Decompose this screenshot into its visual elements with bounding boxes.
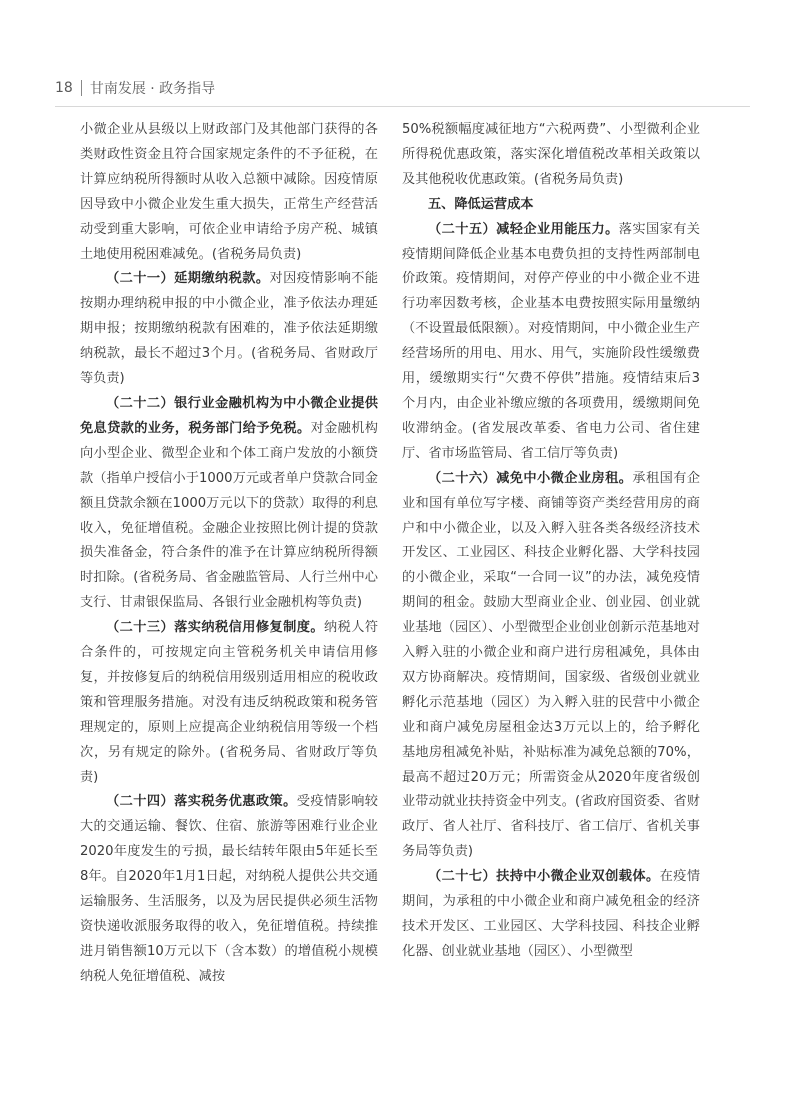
- page-number: 18: [55, 80, 73, 96]
- paragraph: 小微企业从县级以上财政部门及其他部门获得的各类财政性资金且符合国家规定条件的不予征税，在计算应纳税所得额时从收入总额中减除。因疫情原因导致中小微企业发生重大损失，正常生产经营活动受到重大影响，可依企业申请给予房产税、城镇土地使用税困难减免。(省税务局负责): [80, 122, 378, 262]
- paragraph: 50%税额幅度减征地方“六税两费”、小型微利企业所得税优惠政策，落实深化增值税改革相关政策以及其他税收优惠政策。(省税务局负责): [402, 122, 700, 187]
- left-column: [80, 118, 378, 990]
- section-heading: 五、降低运营成本: [428, 196, 534, 212]
- header-divider: [81, 80, 82, 96]
- paragraph: （二十六）减免中小微企业房租。承租国有企业和国有单位写字楼、商铺等资产类经营用房的商户和中小微企业，以及入孵入驻各类各级经济技术开发区、工业园区、科技企业孵化器、大学科技园的小微企业，采取“一合同一议”的办法，减免疫情期间的租金。鼓励大型商业企业、创业园、创业就业基地（园区）、小型微型企业创业创新示范基地对入孵入驻的小微企业和商户进行房租减免，具体由双方协商解决。疫情期间，国家级、省级创业就业孵化示范基地（园区）为入孵入驻的民营中小微企业和商户减免房屋租金达3万元以上的，给予孵化基地房租减免补贴，补贴标准为减免总额的70%，最高不超过20万元；所需资金从2020年度省级创业带动就业扶持资金中列支。(省政府国资委、省财政厅、省人社厅、省科技厅、省工信厅、省机关事务局等负责): [402, 470, 701, 860]
- header-rule: [55, 106, 750, 107]
- publication-title: 甘南发展 · 政务指导: [89, 81, 216, 97]
- paragraph: （二十二）银行业金融机构为中小微企业提供免息贷款的业务，税务部门给予免税。对金融机构向小型企业、微型企业和个体工商户发放的小额贷款（指单户授信小于1000万元或者单户贷款合同金额且贷款余额在1000万元以下的贷款）取得的利息收入，免征增值税。金融企业按照比例计提的贷款损失准备金，符合条件的准予在计算应纳税所得额时扣除。(省税务局、省金融监管局、人行兰州中心支行、甘肃银保监局、各银行业金融机构等负责): [80, 395, 378, 611]
- paragraph: （二十三）落实纳税信用修复制度。纳税人符合条件的，可按规定向主管税务机关申请信用修复，并按修复后的纳税信用级别适用相应的税收政策和管理服务措施。对没有违反纳税政策和税务管理规定的，原则上应提高企业纳税信用等级一个档次，另有规定的除外。(省税务局、省财政厅等负责): [80, 620, 379, 785]
- paragraph: （二十七）扶持中小微企业双创载体。在疫情期间，为承租的中小微企业和商户减免租金的经济技术开发区、工业园区、大学科技园、科技企业孵化器、创业就业基地（园区）、小型微型: [402, 869, 701, 959]
- page-header: [55, 78, 215, 98]
- paragraph: （二十五）减轻企业用能压力。落实国家有关疫情期间降低企业基本电费负担的支持性两部制电价政策。疫情期间，对停产停业的中小微企业不进行功率因数考核，企业基本电费按照实际用量缴纳（不设置最低限额）。对疫情期间，中小微企业生产经营场所的用电、用水、用气，实施阶段性缓缴费用，缓缴期实行“欠费不停供”措施。疫情结束后3个月内，由企业补缴应缴的各项费用，缓缴期间免收滞纳金。(省发展改革委、省电力公司、省住建厅、省市场监管局、省工信厅等负责): [402, 221, 700, 461]
- right-column: [402, 118, 700, 965]
- paragraph: （二十四）落实税务优惠政策。受疫情影响较大的交通运输、餐饮、住宿、旅游等困难行业企业2020年度发生的亏损，最长结转年限由5年延长至8年。自2020年1月1日起，对纳税人提供公共交通运输服务、生活服务，以及为居民提供必须生活物资快递收派服务取得的收入，免征增值税。持续推进月销售额10万元以下（含本数）的增值税小规模纳税人免征增值税、减按: [80, 794, 378, 984]
- paragraph: （二十一）延期缴纳税款。对因疫情影响不能按期办理纳税申报的中小微企业，准予依法办理延期申报；按期缴纳税款有困难的，准予依法延期缴纳税款，最长不超过3个月。(省税务局、省财政厅等负责): [80, 271, 379, 387]
